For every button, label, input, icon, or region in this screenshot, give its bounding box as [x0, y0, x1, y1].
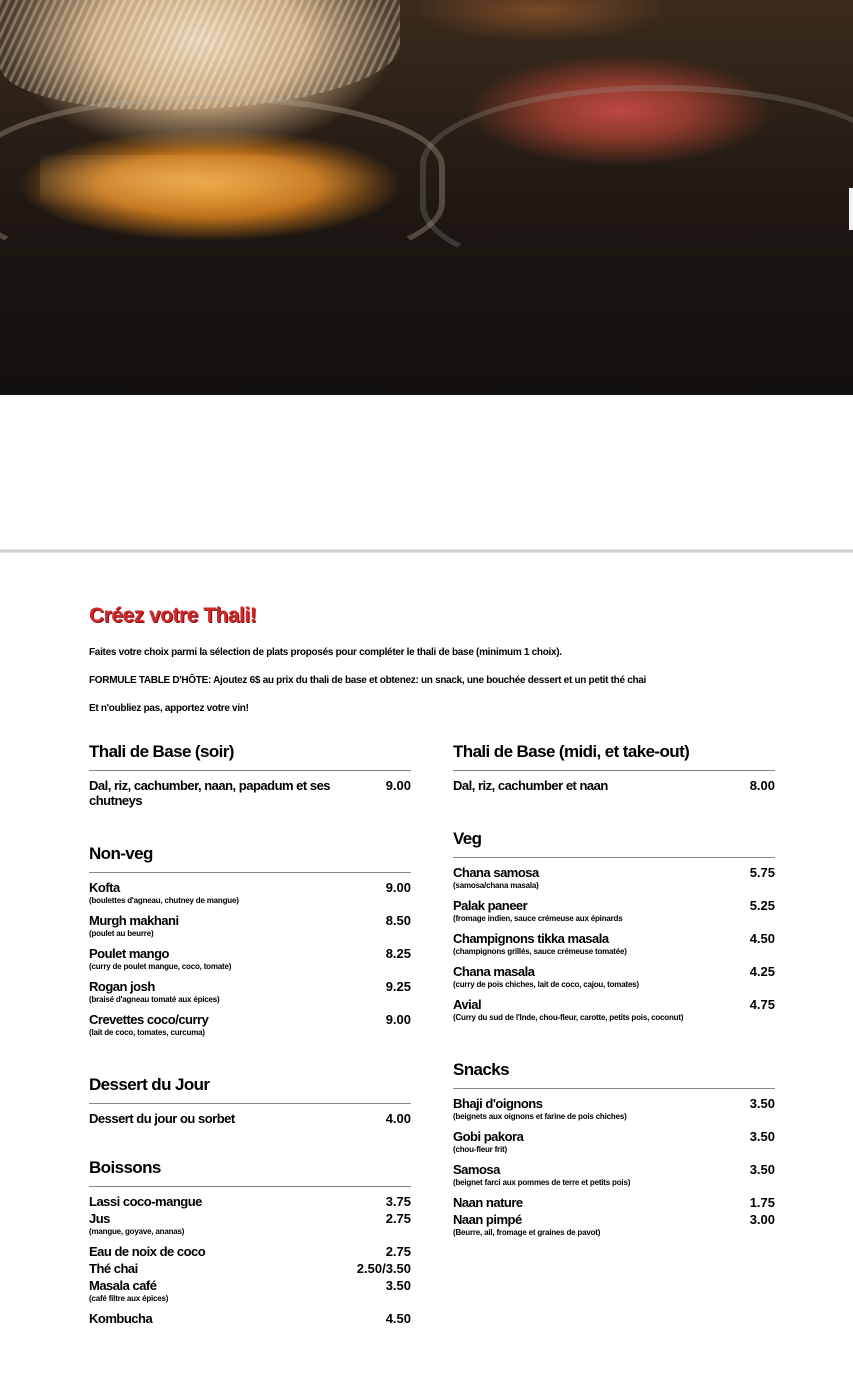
item-description: (champignons grillés, sauce crémeuse tomatée): [453, 947, 627, 956]
item-price: 3.50: [749, 1096, 775, 1111]
menu-item: [89, 880, 411, 895]
item-description: (Beurre, ail, fromage et graines de pavot): [453, 1228, 601, 1237]
item-name: Champignons tikka masala: [453, 931, 609, 946]
item-name: Naan pimpé: [453, 1212, 522, 1227]
menu-item: [89, 1311, 411, 1326]
curry-visual: [40, 155, 380, 215]
item-name: Dal, riz, cachumber, naan, papadum et ses chutneys: [89, 778, 331, 808]
item-name: Gobi pakora: [453, 1129, 524, 1144]
intro-byob: [89, 703, 249, 714]
item-name: Samosa: [453, 1162, 500, 1177]
menu-item: [453, 898, 775, 913]
section-rule: [89, 872, 411, 873]
section-rule: [89, 1103, 411, 1104]
item-name: Dal, riz, cachumber et naan: [453, 778, 608, 793]
item-price: 4.25: [749, 964, 775, 979]
rice-visual: [0, 0, 400, 110]
item-description: (beignet farci aux pommes de terre et petits pois): [453, 1178, 631, 1187]
item-price: 2.75: [385, 1211, 411, 1226]
item-price: 3.00: [749, 1212, 775, 1227]
menu-item: [453, 778, 775, 793]
section-title: Dessert du Jour: [89, 1075, 210, 1094]
menu-right-column: [453, 740, 775, 1265]
menu-item: [453, 931, 775, 946]
section-rule: [89, 1186, 411, 1187]
menu-item: [89, 979, 411, 994]
section-thali-soir: [89, 740, 411, 808]
item-price: 3.75: [385, 1194, 411, 1209]
item-description: (mangue, goyave, ananas): [89, 1227, 185, 1236]
section-veg: [453, 827, 775, 1024]
item-price: 3.50: [749, 1129, 775, 1144]
menu-item: [89, 1244, 411, 1259]
item-price: 8.00: [749, 778, 775, 793]
section-divider: [0, 549, 853, 553]
item-description: (chou-fleur frit): [453, 1145, 507, 1154]
intro-instructions: Faites votre choix parmi la sélection de plats proposés pour compléter le thali de base (minimum 1 choix).: [89, 647, 562, 658]
menu-item: [453, 1162, 775, 1177]
section-title: Veg: [453, 829, 482, 848]
item-name: Chana masala: [453, 964, 535, 979]
item-price: 9.25: [385, 979, 411, 994]
intro-table-dhote: [89, 675, 646, 686]
menu-item: [453, 1129, 775, 1144]
item-price: 5.75: [749, 865, 775, 880]
menu-item: [453, 1096, 775, 1111]
menu-left-column: [89, 740, 411, 1352]
item-price: 9.00: [385, 1012, 411, 1027]
item-description: (café filtre aux épices): [89, 1294, 169, 1303]
item-price: 1.75: [749, 1195, 775, 1210]
item-price: 8.50: [385, 913, 411, 928]
item-price: 9.00: [385, 880, 411, 895]
byob-strong: apportez votre vin!: [164, 703, 249, 714]
item-description: (samosa/chana masala): [453, 881, 539, 890]
item-description: (beignets aux oignons et farine de pois chiches): [453, 1112, 627, 1121]
item-name: Lassi coco-mangue: [89, 1194, 202, 1209]
side-tab[interactable]: [849, 188, 853, 230]
item-price: 2.50/3.50: [356, 1261, 411, 1276]
menu-item: [453, 1195, 775, 1210]
item-name: Thé chai: [89, 1261, 138, 1276]
section-title: Snacks: [453, 1060, 509, 1079]
item-price: 5.25: [749, 898, 775, 913]
item-price: 9.00: [385, 778, 411, 793]
menu-item: [89, 1012, 411, 1027]
section-rule: [453, 857, 775, 858]
item-description: (curry de poulet mangue, coco, tomate): [89, 962, 232, 971]
item-price: 2.75: [385, 1244, 411, 1259]
menu-item: [453, 865, 775, 880]
item-description: (lait de coco, tomates, curcuma): [89, 1028, 205, 1037]
menu-item: [89, 913, 411, 928]
item-description: (braisé d'agneau tomaté aux épices): [89, 995, 220, 1004]
item-description: (boulettes d'agneau, chutney de mangue): [89, 896, 239, 905]
item-name: Masala café: [89, 1278, 157, 1293]
menu-item: [89, 778, 411, 808]
item-price: 4.00: [385, 1111, 411, 1126]
section-title: Thali de Base (soir): [89, 742, 234, 761]
table-dhote-label: FORMULE TABLE D'HÔTE:: [89, 675, 211, 686]
section-title: Boissons: [89, 1158, 161, 1177]
section-non-veg: [89, 842, 411, 1039]
item-name: Naan nature: [453, 1195, 523, 1210]
section-rule: [453, 1088, 775, 1089]
item-price: 3.50: [749, 1162, 775, 1177]
menu-item: [89, 1278, 411, 1293]
item-description: (fromage indien, sauce crémeuse aux épinards: [453, 914, 623, 923]
item-price: 4.75: [749, 997, 775, 1012]
item-name: Rogan josh: [89, 979, 155, 994]
item-description: (curry de pois chiches, lait de coco, cajou, tomates): [453, 980, 639, 989]
section-title: Non-veg: [89, 844, 153, 863]
section-dessert: [89, 1073, 411, 1126]
item-name: Murgh makhani: [89, 913, 179, 928]
menu-item: [89, 946, 411, 961]
hero-food-image: [0, 0, 853, 395]
menu-item: [89, 1194, 411, 1209]
section-boissons: [89, 1156, 411, 1326]
section-thali-midi: [453, 740, 775, 793]
section-title: Thali de Base (midi, et take-out): [453, 742, 690, 761]
item-description: (poulet au beurre): [89, 929, 154, 938]
item-price: 8.25: [385, 946, 411, 961]
item-name: Kofta: [89, 880, 120, 895]
item-name: Chana samosa: [453, 865, 539, 880]
item-name: Poulet mango: [89, 946, 169, 961]
item-name: Bhaji d'oignons: [453, 1096, 543, 1111]
item-price: 4.50: [749, 931, 775, 946]
item-name: Jus: [89, 1211, 110, 1226]
menu-item: [89, 1211, 411, 1226]
salad-bowl-visual: [420, 85, 853, 285]
section-snacks: [453, 1058, 775, 1239]
menu-item: [453, 1212, 775, 1227]
item-name: Crevettes coco/curry: [89, 1012, 209, 1027]
item-name: Palak paneer: [453, 898, 528, 913]
menu-item: [453, 997, 775, 1012]
table-dhote-text: Ajoutez 6$ au prix du thali de base et obtenez: un snack, une bouchée dessert et un petit thé chai: [211, 675, 647, 686]
item-description: (Curry du sud de l'Inde, chou-fleur, carotte, petits pois, coconut): [453, 1013, 684, 1022]
menu-item: [89, 1111, 411, 1126]
item-name: Dessert du jour ou sorbet: [89, 1111, 235, 1126]
section-rule: [89, 770, 411, 771]
menu-item: [89, 1261, 411, 1276]
item-name: Kombucha: [89, 1311, 153, 1326]
item-price: 3.50: [385, 1278, 411, 1293]
section-rule: [453, 770, 775, 771]
page-title: Créez votre Thali!: [89, 604, 257, 627]
menu-item: [453, 964, 775, 979]
item-price: 4.50: [385, 1311, 411, 1326]
byob-text: Et n'oubliez pas,: [89, 703, 165, 714]
item-name: Avial: [453, 997, 482, 1012]
item-name: Eau de noix de coco: [89, 1244, 206, 1259]
